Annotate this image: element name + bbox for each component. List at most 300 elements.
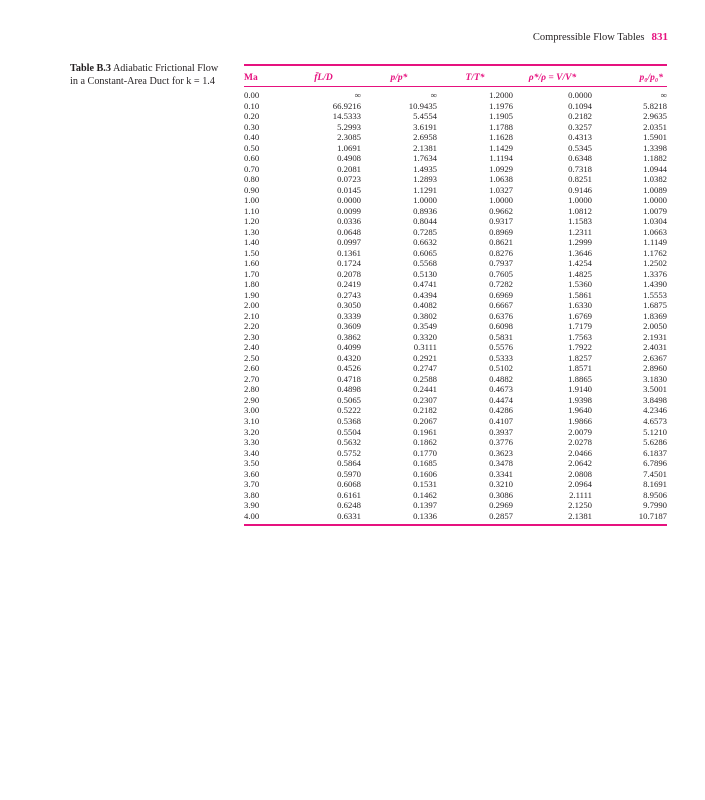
cell-pressure-ratio: 0.3111 xyxy=(413,342,437,353)
header-friction: f̄L/D xyxy=(314,72,333,83)
table-row xyxy=(244,143,667,154)
cell-temperature-ratio: 0.4286 xyxy=(489,405,513,416)
cell-density-velocity-ratio: 1.9398 xyxy=(568,394,592,405)
cell-pressure-ratio: 0.6065 xyxy=(413,247,437,258)
cell-friction: 0.3609 xyxy=(337,321,361,332)
cell-density-velocity-ratio: 0.0000 xyxy=(568,90,592,100)
cell-density-velocity-ratio: 0.2182 xyxy=(568,111,592,122)
cell-temperature-ratio: 0.5831 xyxy=(489,331,513,342)
cell-density-velocity-ratio: 1.5360 xyxy=(568,279,592,290)
table-caption-text: Adiabatic Frictional Flow in a Constant-Area Duct for k = 1.4 xyxy=(70,63,219,87)
cell-friction: 0.4908 xyxy=(337,153,361,164)
cell-stagnation-pressure-ratio: 2.6367 xyxy=(643,352,667,363)
cell-ma: 1.00 xyxy=(244,195,260,206)
cell-density-velocity-ratio: 2.0278 xyxy=(568,437,592,448)
cell-temperature-ratio: 0.6969 xyxy=(489,289,513,300)
cell-pressure-ratio: 0.5130 xyxy=(413,268,437,279)
cell-density-velocity-ratio: 1.1583 xyxy=(568,216,592,227)
cell-pressure-ratio: 0.2747 xyxy=(413,363,437,374)
cell-stagnation-pressure-ratio: 7.4501 xyxy=(643,468,667,479)
cell-friction: 0.5065 xyxy=(337,394,361,405)
cell-density-velocity-ratio: 1.4825 xyxy=(568,268,592,279)
table-row xyxy=(244,311,667,322)
cell-pressure-ratio: 0.7285 xyxy=(413,226,437,237)
table-header-row xyxy=(244,69,667,87)
cell-stagnation-pressure-ratio: 2.0050 xyxy=(643,321,667,332)
cell-temperature-ratio: 0.4882 xyxy=(489,373,513,384)
cell-density-velocity-ratio: 1.7179 xyxy=(568,321,592,332)
cell-pressure-ratio: 0.1961 xyxy=(413,426,437,437)
cell-stagnation-pressure-ratio: 9.7990 xyxy=(643,500,667,511)
header-stagnation-pressure-ratio: p₀/p₀* xyxy=(639,72,663,83)
cell-temperature-ratio: 0.7937 xyxy=(489,258,513,269)
cell-ma: 0.30 xyxy=(244,121,260,132)
cell-density-velocity-ratio: 1.8571 xyxy=(568,363,592,374)
cell-ma: 1.50 xyxy=(244,247,260,258)
cell-temperature-ratio: 1.0929 xyxy=(489,163,513,174)
cell-friction: 0.4099 xyxy=(337,342,361,353)
cell-stagnation-pressure-ratio: 2.1931 xyxy=(643,331,667,342)
top-rule xyxy=(244,64,667,66)
cell-stagnation-pressure-ratio: ∞ xyxy=(660,90,667,100)
table-row xyxy=(244,111,667,122)
cell-ma: 0.20 xyxy=(244,111,260,122)
cell-temperature-ratio: 0.9662 xyxy=(489,205,513,216)
running-head xyxy=(533,31,668,43)
table-row xyxy=(244,395,667,406)
cell-stagnation-pressure-ratio: 1.6875 xyxy=(643,300,667,311)
table-row xyxy=(244,342,667,353)
cell-temperature-ratio: 1.1628 xyxy=(489,132,513,143)
cell-ma: 0.60 xyxy=(244,153,260,164)
cell-friction: 0.0000 xyxy=(337,195,361,206)
cell-pressure-ratio: 0.2588 xyxy=(413,373,437,384)
table-caption xyxy=(70,62,220,88)
cell-pressure-ratio: 0.1462 xyxy=(413,489,437,500)
cell-stagnation-pressure-ratio: 1.0000 xyxy=(643,195,667,206)
table-row xyxy=(244,363,667,374)
cell-density-velocity-ratio: 2.0964 xyxy=(568,479,592,490)
header-pressure-ratio: p/p* xyxy=(390,72,408,83)
cell-pressure-ratio: 0.2307 xyxy=(413,394,437,405)
cell-density-velocity-ratio: 1.0812 xyxy=(568,205,592,216)
cell-density-velocity-ratio: 2.0642 xyxy=(568,458,592,469)
cell-pressure-ratio: 2.1381 xyxy=(413,142,437,153)
cell-temperature-ratio: 1.1788 xyxy=(489,121,513,132)
cell-ma: 3.50 xyxy=(244,458,260,469)
cell-pressure-ratio: 3.6191 xyxy=(413,121,437,132)
table-row xyxy=(244,174,667,185)
table-row xyxy=(244,511,667,522)
table-row xyxy=(244,164,667,175)
cell-ma: 0.80 xyxy=(244,174,260,185)
cell-ma: 2.90 xyxy=(244,394,260,405)
cell-temperature-ratio: 1.2000 xyxy=(489,90,513,100)
cell-friction: 0.1724 xyxy=(337,258,361,269)
cell-temperature-ratio: 0.5102 xyxy=(489,363,513,374)
cell-pressure-ratio: 0.1685 xyxy=(413,458,437,469)
cell-friction: 0.4526 xyxy=(337,363,361,374)
cell-pressure-ratio: 1.4935 xyxy=(413,163,437,174)
cell-density-velocity-ratio: 1.4254 xyxy=(568,258,592,269)
table-row xyxy=(244,258,667,269)
cell-pressure-ratio: 0.5568 xyxy=(413,258,437,269)
cell-ma: 1.20 xyxy=(244,216,260,227)
cell-friction: 0.0997 xyxy=(337,237,361,248)
cell-pressure-ratio: 0.1531 xyxy=(413,479,437,490)
cell-pressure-ratio: 0.2441 xyxy=(413,384,437,395)
cell-temperature-ratio: 1.1976 xyxy=(489,100,513,111)
cell-temperature-ratio: 1.0327 xyxy=(489,184,513,195)
cell-stagnation-pressure-ratio: 1.0382 xyxy=(643,174,667,185)
cell-stagnation-pressure-ratio: 1.3398 xyxy=(643,142,667,153)
cell-temperature-ratio: 0.7605 xyxy=(489,268,513,279)
cell-friction: 0.0648 xyxy=(337,226,361,237)
cell-stagnation-pressure-ratio: 3.8498 xyxy=(643,394,667,405)
cell-stagnation-pressure-ratio: 10.7187 xyxy=(638,510,667,521)
cell-density-velocity-ratio: 1.8257 xyxy=(568,352,592,363)
cell-friction: 2.3085 xyxy=(337,132,361,143)
cell-temperature-ratio: 0.7282 xyxy=(489,279,513,290)
cell-friction: ∞ xyxy=(354,90,361,100)
table-row xyxy=(244,185,667,196)
cell-density-velocity-ratio: 1.0000 xyxy=(568,195,592,206)
table-row xyxy=(244,237,667,248)
cell-stagnation-pressure-ratio: 1.5901 xyxy=(643,132,667,143)
cell-friction: 0.2078 xyxy=(337,268,361,279)
table-row xyxy=(244,132,667,143)
cell-pressure-ratio: 2.6958 xyxy=(413,132,437,143)
cell-temperature-ratio: 0.4107 xyxy=(489,415,513,426)
cell-stagnation-pressure-ratio: 4.6573 xyxy=(643,415,667,426)
cell-friction: 0.0723 xyxy=(337,174,361,185)
cell-ma: 3.90 xyxy=(244,500,260,511)
cell-pressure-ratio: 0.6632 xyxy=(413,237,437,248)
cell-stagnation-pressure-ratio: 1.4390 xyxy=(643,279,667,290)
cell-temperature-ratio: 0.3623 xyxy=(489,447,513,458)
cell-stagnation-pressure-ratio: 3.1830 xyxy=(643,373,667,384)
cell-stagnation-pressure-ratio: 2.9635 xyxy=(643,111,667,122)
cell-ma: 1.40 xyxy=(244,237,260,248)
cell-stagnation-pressure-ratio: 2.8960 xyxy=(643,363,667,374)
table-row xyxy=(244,479,667,490)
cell-temperature-ratio: 1.1429 xyxy=(489,142,513,153)
table-row xyxy=(244,332,667,343)
cell-density-velocity-ratio: 0.3257 xyxy=(568,121,592,132)
cell-density-velocity-ratio: 0.1094 xyxy=(568,100,592,111)
cell-density-velocity-ratio: 1.7563 xyxy=(568,331,592,342)
cell-friction: 0.4898 xyxy=(337,384,361,395)
cell-density-velocity-ratio: 1.5861 xyxy=(568,289,592,300)
cell-friction: 0.6248 xyxy=(337,500,361,511)
cell-friction: 0.3339 xyxy=(337,310,361,321)
table-row xyxy=(244,216,667,227)
cell-stagnation-pressure-ratio: 1.8369 xyxy=(643,310,667,321)
cell-ma: 3.60 xyxy=(244,468,260,479)
cell-pressure-ratio: 0.8936 xyxy=(413,205,437,216)
cell-temperature-ratio: 0.4673 xyxy=(489,384,513,395)
cell-ma: 3.80 xyxy=(244,489,260,500)
cell-friction: 0.0099 xyxy=(337,205,361,216)
header-density-velocity-ratio: ρ*/ρ = V/V* xyxy=(528,72,577,83)
cell-density-velocity-ratio: 1.2311 xyxy=(568,226,592,237)
cell-ma: 4.00 xyxy=(244,510,260,521)
cell-stagnation-pressure-ratio: 1.0944 xyxy=(643,163,667,174)
cell-temperature-ratio: 0.8621 xyxy=(489,237,513,248)
cell-ma: 2.60 xyxy=(244,363,260,374)
cell-temperature-ratio: 0.6098 xyxy=(489,321,513,332)
cell-stagnation-pressure-ratio: 1.0089 xyxy=(643,184,667,195)
cell-friction: 14.5333 xyxy=(332,111,361,122)
flow-table xyxy=(244,64,667,526)
cell-pressure-ratio: 0.4394 xyxy=(413,289,437,300)
cell-ma: 1.60 xyxy=(244,258,260,269)
cell-density-velocity-ratio: 2.0808 xyxy=(568,468,592,479)
cell-pressure-ratio: 0.1862 xyxy=(413,437,437,448)
cell-temperature-ratio: 0.3210 xyxy=(489,479,513,490)
cell-density-velocity-ratio: 1.9640 xyxy=(568,405,592,416)
cell-pressure-ratio: 0.4741 xyxy=(413,279,437,290)
cell-temperature-ratio: 0.2969 xyxy=(489,500,513,511)
cell-density-velocity-ratio: 1.9140 xyxy=(568,384,592,395)
cell-pressure-ratio: 0.2921 xyxy=(413,352,437,363)
cell-pressure-ratio: 1.0000 xyxy=(413,195,437,206)
cell-temperature-ratio: 0.5576 xyxy=(489,342,513,353)
cell-pressure-ratio: 0.4082 xyxy=(413,300,437,311)
cell-stagnation-pressure-ratio: 1.2502 xyxy=(643,258,667,269)
cell-temperature-ratio: 1.1194 xyxy=(489,153,513,164)
cell-stagnation-pressure-ratio: 1.1882 xyxy=(643,153,667,164)
cell-friction: 0.2743 xyxy=(337,289,361,300)
cell-ma: 1.30 xyxy=(244,226,260,237)
cell-pressure-ratio: ∞ xyxy=(430,90,437,100)
cell-stagnation-pressure-ratio: 1.0079 xyxy=(643,205,667,216)
cell-temperature-ratio: 0.3478 xyxy=(489,458,513,469)
cell-density-velocity-ratio: 0.9146 xyxy=(568,184,592,195)
cell-density-velocity-ratio: 0.4313 xyxy=(568,132,592,143)
cell-pressure-ratio: 0.8044 xyxy=(413,216,437,227)
cell-friction: 0.5504 xyxy=(337,426,361,437)
table-row xyxy=(244,90,667,101)
cell-friction: 0.5222 xyxy=(337,405,361,416)
cell-stagnation-pressure-ratio: 5.1210 xyxy=(643,426,667,437)
header-ma: Ma xyxy=(244,72,258,83)
cell-density-velocity-ratio: 0.5345 xyxy=(568,142,592,153)
table-row xyxy=(244,227,667,238)
cell-friction: 0.3050 xyxy=(337,300,361,311)
table-row xyxy=(244,437,667,448)
cell-density-velocity-ratio: 0.8251 xyxy=(568,174,592,185)
table-row xyxy=(244,405,667,416)
cell-friction: 0.6161 xyxy=(337,489,361,500)
cell-density-velocity-ratio: 1.3646 xyxy=(568,247,592,258)
table-row xyxy=(244,384,667,395)
cell-friction: 0.4320 xyxy=(337,352,361,363)
cell-temperature-ratio: 0.3086 xyxy=(489,489,513,500)
table-row xyxy=(244,448,667,459)
table-row xyxy=(244,206,667,217)
cell-friction: 0.6068 xyxy=(337,479,361,490)
table-row xyxy=(244,469,667,480)
cell-pressure-ratio: 0.1770 xyxy=(413,447,437,458)
cell-density-velocity-ratio: 1.2999 xyxy=(568,237,592,248)
cell-temperature-ratio: 0.4474 xyxy=(489,394,513,405)
header-temperature-ratio: T/T* xyxy=(465,72,485,83)
cell-pressure-ratio: 0.1397 xyxy=(413,500,437,511)
cell-pressure-ratio: 10.9435 xyxy=(408,100,437,111)
cell-temperature-ratio: 0.2857 xyxy=(489,510,513,521)
cell-ma: 3.70 xyxy=(244,479,260,490)
table-row xyxy=(244,122,667,133)
cell-ma: 1.80 xyxy=(244,279,260,290)
cell-friction: 5.2993 xyxy=(337,121,361,132)
cell-ma: 0.10 xyxy=(244,100,260,111)
cell-temperature-ratio: 0.8276 xyxy=(489,247,513,258)
running-head-title: Compressible Flow Tables xyxy=(532,32,645,43)
table-row xyxy=(244,290,667,301)
table-row xyxy=(244,353,667,364)
cell-stagnation-pressure-ratio: 2.0351 xyxy=(643,121,667,132)
cell-stagnation-pressure-ratio: 1.1762 xyxy=(643,247,667,258)
cell-stagnation-pressure-ratio: 5.8218 xyxy=(643,100,667,111)
table-row xyxy=(244,279,667,290)
cell-friction: 0.6331 xyxy=(337,510,361,521)
cell-stagnation-pressure-ratio: 3.5001 xyxy=(643,384,667,395)
cell-friction: 0.4718 xyxy=(337,373,361,384)
cell-temperature-ratio: 1.0638 xyxy=(489,174,513,185)
cell-pressure-ratio: 1.1291 xyxy=(413,184,437,195)
table-row xyxy=(244,500,667,511)
table-row xyxy=(244,416,667,427)
cell-friction: 0.5368 xyxy=(337,415,361,426)
cell-stagnation-pressure-ratio: 4.2346 xyxy=(643,405,667,416)
cell-ma: 2.40 xyxy=(244,342,260,353)
cell-temperature-ratio: 0.9317 xyxy=(489,216,513,227)
cell-ma: 2.70 xyxy=(244,373,260,384)
cell-pressure-ratio: 0.3802 xyxy=(413,310,437,321)
cell-ma: 3.00 xyxy=(244,405,260,416)
cell-density-velocity-ratio: 1.9866 xyxy=(568,415,592,426)
cell-density-velocity-ratio: 2.1381 xyxy=(568,510,592,521)
cell-stagnation-pressure-ratio: 6.1837 xyxy=(643,447,667,458)
cell-density-velocity-ratio: 1.6769 xyxy=(568,310,592,321)
cell-density-velocity-ratio: 2.0466 xyxy=(568,447,592,458)
cell-temperature-ratio: 0.3937 xyxy=(489,426,513,437)
cell-pressure-ratio: 0.3549 xyxy=(413,321,437,332)
table-row xyxy=(244,101,667,112)
cell-temperature-ratio: 0.6376 xyxy=(489,310,513,321)
cell-stagnation-pressure-ratio: 1.1149 xyxy=(643,237,667,248)
table-row xyxy=(244,153,667,164)
cell-density-velocity-ratio: 0.7318 xyxy=(568,163,592,174)
cell-friction: 0.0336 xyxy=(337,216,361,227)
cell-ma: 3.40 xyxy=(244,447,260,458)
cell-friction: 0.2081 xyxy=(337,163,361,174)
bottom-rule xyxy=(244,524,667,526)
cell-friction: 0.5864 xyxy=(337,458,361,469)
cell-pressure-ratio: 0.1606 xyxy=(413,468,437,479)
cell-ma: 2.10 xyxy=(244,310,260,321)
table-row xyxy=(244,321,667,332)
cell-density-velocity-ratio: 2.1111 xyxy=(569,489,592,500)
cell-temperature-ratio: 0.3341 xyxy=(489,468,513,479)
cell-pressure-ratio: 1.2893 xyxy=(413,174,437,185)
cell-temperature-ratio: 0.8969 xyxy=(489,226,513,237)
cell-density-velocity-ratio: 2.1250 xyxy=(568,500,592,511)
cell-stagnation-pressure-ratio: 1.3376 xyxy=(643,268,667,279)
cell-stagnation-pressure-ratio: 8.9506 xyxy=(643,489,667,500)
table-row xyxy=(244,374,667,385)
cell-friction: 0.5752 xyxy=(337,447,361,458)
cell-pressure-ratio: 1.7634 xyxy=(413,153,437,164)
cell-friction: 0.0145 xyxy=(337,184,361,195)
cell-ma: 1.10 xyxy=(244,205,260,216)
cell-pressure-ratio: 5.4554 xyxy=(413,111,437,122)
cell-ma: 2.00 xyxy=(244,300,260,311)
table-label: Table B.3 xyxy=(70,63,111,74)
cell-ma: 1.90 xyxy=(244,289,260,300)
cell-stagnation-pressure-ratio: 2.4031 xyxy=(643,342,667,353)
cell-stagnation-pressure-ratio: 1.0304 xyxy=(643,216,667,227)
cell-ma: 0.00 xyxy=(244,90,260,100)
cell-ma: 3.30 xyxy=(244,437,260,448)
cell-friction: 0.1361 xyxy=(337,247,361,258)
cell-temperature-ratio: 1.0000 xyxy=(489,195,513,206)
table-row xyxy=(244,300,667,311)
cell-ma: 1.70 xyxy=(244,268,260,279)
table-row xyxy=(244,458,667,469)
table-row xyxy=(244,248,667,259)
cell-temperature-ratio: 0.6667 xyxy=(489,300,513,311)
page-number: 831 xyxy=(651,31,668,43)
cell-stagnation-pressure-ratio: 8.1691 xyxy=(643,479,667,490)
table-row xyxy=(244,195,667,206)
cell-temperature-ratio: 0.5333 xyxy=(489,352,513,363)
cell-pressure-ratio: 0.2067 xyxy=(413,415,437,426)
cell-ma: 2.20 xyxy=(244,321,260,332)
cell-stagnation-pressure-ratio: 1.0663 xyxy=(643,226,667,237)
cell-temperature-ratio: 1.1905 xyxy=(489,111,513,122)
table-row xyxy=(244,269,667,280)
cell-friction: 66.9216 xyxy=(332,100,361,111)
table-row xyxy=(244,427,667,438)
cell-density-velocity-ratio: 0.6348 xyxy=(568,153,592,164)
cell-friction: 0.2419 xyxy=(337,279,361,290)
cell-density-velocity-ratio: 1.8865 xyxy=(568,373,592,384)
cell-density-velocity-ratio: 2.0079 xyxy=(568,426,592,437)
cell-ma: 0.40 xyxy=(244,132,260,143)
cell-stagnation-pressure-ratio: 5.6286 xyxy=(643,437,667,448)
cell-ma: 3.20 xyxy=(244,426,260,437)
table-body xyxy=(244,87,667,523)
cell-friction: 0.5970 xyxy=(337,468,361,479)
table-row xyxy=(244,490,667,501)
cell-stagnation-pressure-ratio: 1.5553 xyxy=(643,289,667,300)
cell-stagnation-pressure-ratio: 6.7896 xyxy=(643,458,667,469)
cell-temperature-ratio: 0.3776 xyxy=(489,437,513,448)
cell-ma: 2.80 xyxy=(244,384,260,395)
cell-density-velocity-ratio: 1.7922 xyxy=(568,342,592,353)
cell-friction: 0.3862 xyxy=(337,331,361,342)
cell-ma: 0.70 xyxy=(244,163,260,174)
cell-ma: 0.50 xyxy=(244,142,260,153)
cell-density-velocity-ratio: 1.6330 xyxy=(568,300,592,311)
cell-friction: 1.0691 xyxy=(337,142,361,153)
cell-ma: 3.10 xyxy=(244,415,260,426)
cell-ma: 2.50 xyxy=(244,352,260,363)
cell-pressure-ratio: 0.1336 xyxy=(413,510,437,521)
cell-friction: 0.5632 xyxy=(337,437,361,448)
